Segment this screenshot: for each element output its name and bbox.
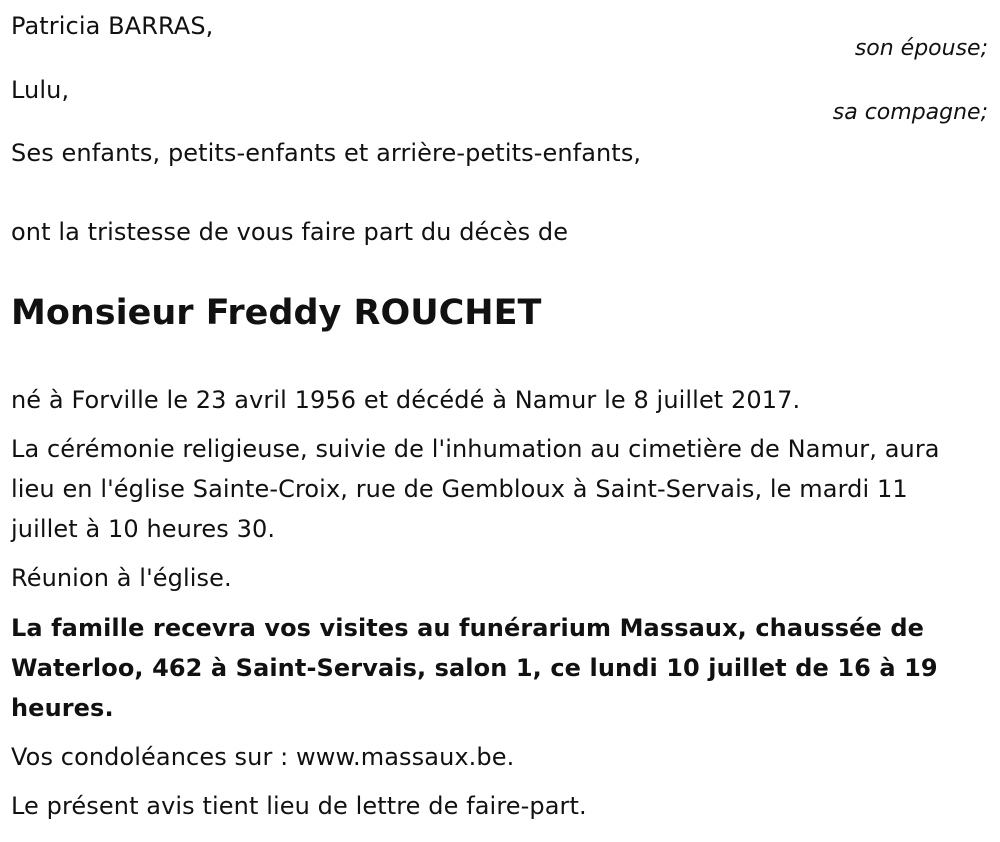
visits-paragraph: La famille recevra vos visites au funérarium Massaux, chaussée de Waterloo, 462 à Saint-Servais, salon 1, ce lundi 10 juillet de 16 à 19 heures.	[11, 614, 938, 722]
ceremony-paragraph: La cérémonie religieuse, suivie de l'inhumation au cimetière de Namur, aura lieu en l'église Sainte-Croix, rue de Gembloux à Saint-Servais, le mardi 11 juillet à 10 heures 30.	[11, 435, 940, 543]
deceased-name: Monsieur Freddy ROUCHET	[11, 293, 542, 333]
announcement-line: ont la tristesse de vous faire part du décès de	[11, 218, 569, 246]
condolences-line: Vos condoléances sur : www.massaux.be.	[11, 743, 515, 771]
spouse-name: Patricia BARRAS,	[11, 12, 214, 40]
birth-death-line: né à Forville le 23 avril 1956 et décédé à Namur le 8 juillet 2017.	[11, 386, 801, 414]
descendants-line: Ses enfants, petits-enfants et arrière-petits-enfants,	[11, 139, 642, 167]
meeting-line: Réunion à l'église.	[11, 564, 232, 592]
partner-name: Lulu,	[11, 76, 70, 104]
notice-line: Le présent avis tient lieu de lettre de faire-part.	[11, 792, 587, 820]
spouse-role: son épouse;	[854, 36, 988, 61]
partner-role: sa compagne;	[832, 100, 988, 125]
